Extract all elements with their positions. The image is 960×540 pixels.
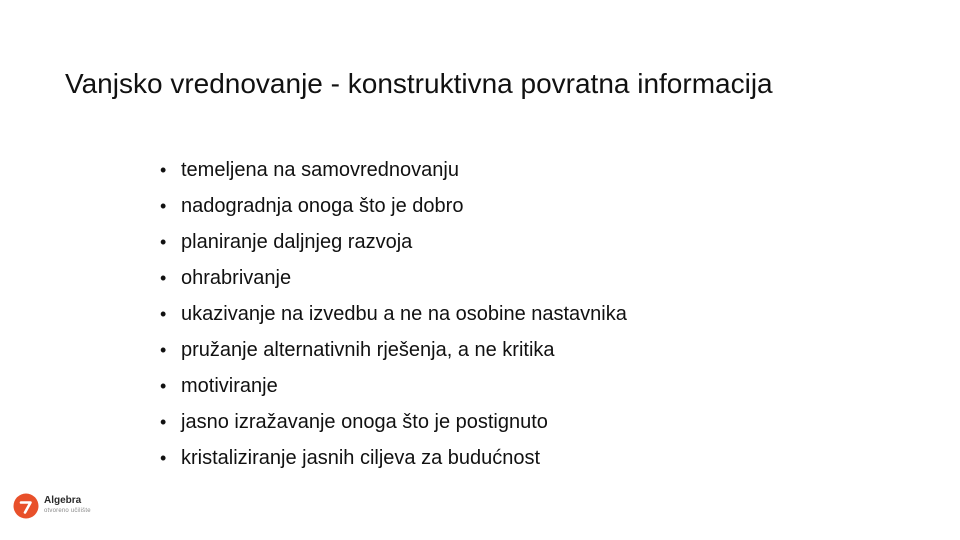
bullet-item [160,404,627,440]
bullet-dot: • [160,304,167,324]
bullet-item [160,260,627,296]
bullet-item [160,440,627,476]
bullet-dot: • [160,268,167,288]
bullet-list [160,152,627,476]
bullet-text: nadogradnja onoga što je dobro [181,195,464,217]
bullet-text: ohrabrivanje [181,267,292,289]
slide-title: Vanjsko vrednovanje - konstruktivna povratna informacija [65,68,773,99]
bullet-item [160,368,627,404]
bullet-dot: • [160,340,167,360]
logo-tagline: otvoreno učilište [44,508,91,514]
bullet-item [160,332,627,368]
bullet-text: jasno izražavanje onoga što je postignuto [181,411,548,433]
bullet-item [160,188,627,224]
bullet-text: motiviranje [181,375,278,397]
bullet-dot: • [160,160,167,180]
bullet-item [160,296,627,332]
bullet-text: ukazivanje na izvedbu a ne na osobine nastavnika [181,303,627,325]
bullet-dot: • [160,196,167,216]
bullet-text: temeljena na samovrednovanju [181,159,459,181]
bullet-dot: • [160,412,167,432]
bullet-dot: • [160,448,167,468]
bullet-dot: • [160,232,167,252]
algebra-logo-icon [13,493,39,519]
bullet-dot: • [160,376,167,396]
bullet-text: pružanje alternativnih rješenja, a ne kritika [181,339,555,361]
algebra-logo [13,493,93,519]
bullet-item [160,224,627,260]
bullet-item [160,152,627,188]
bullet-text: kristaliziranje jasnih ciljeva za budućnost [181,447,541,469]
bullet-text: planiranje daljnjeg razvoja [181,231,413,253]
logo-name: Algebra [44,495,82,506]
